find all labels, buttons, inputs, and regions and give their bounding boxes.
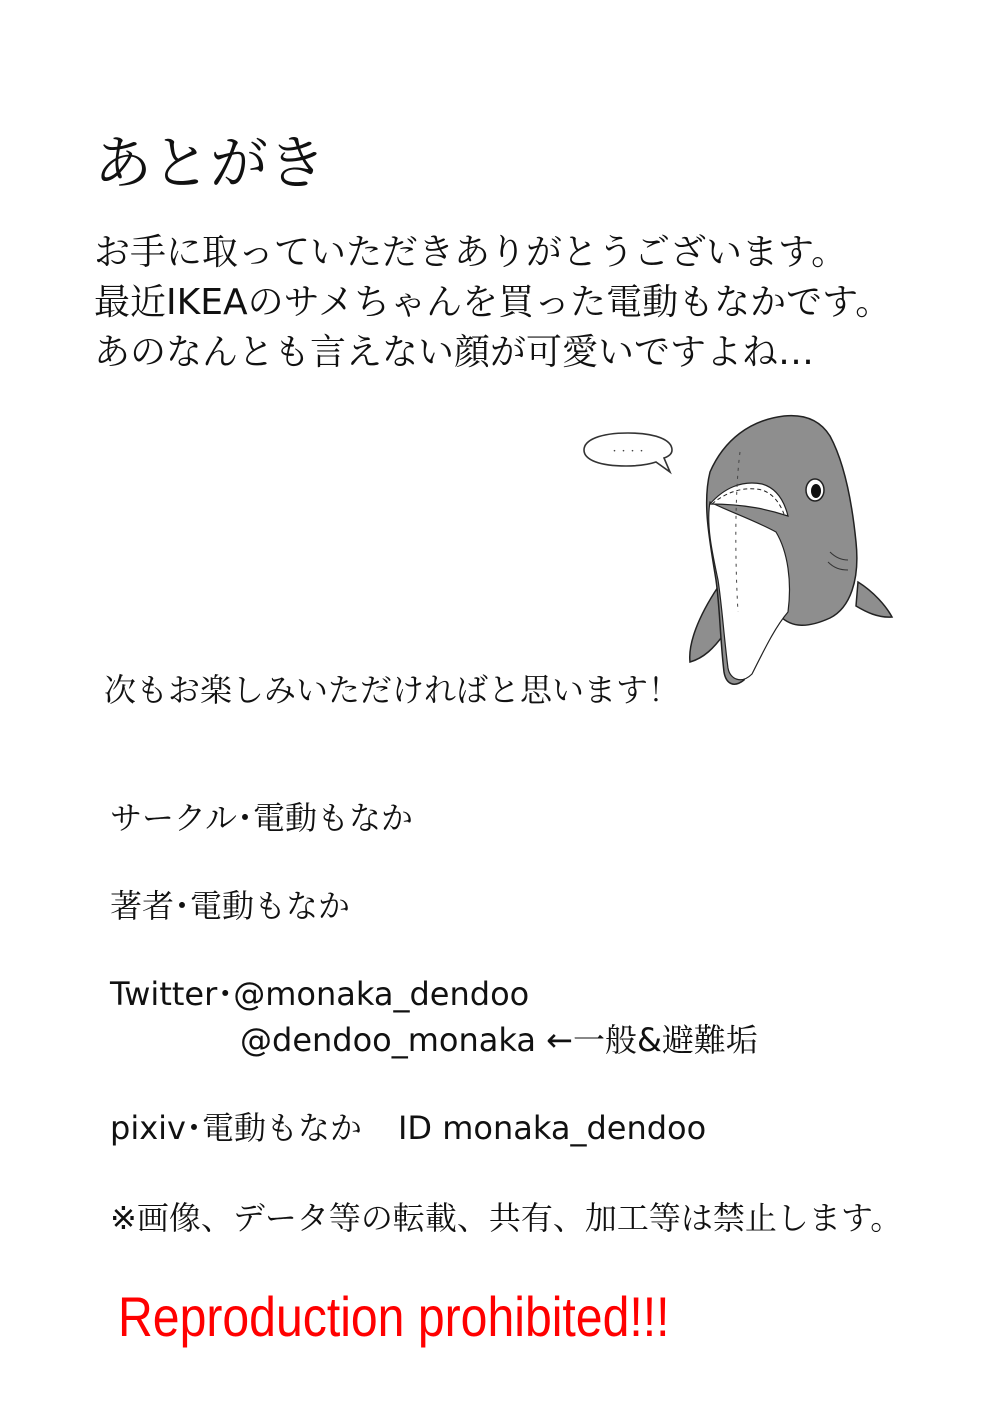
page-title: あとがき bbox=[94, 129, 327, 197]
twitter-sub-handle: @dendoo_monaka ←一般&避難垢 bbox=[240, 1021, 758, 1059]
closing-message: 次もお楽しみいただければと思います！ bbox=[104, 671, 681, 709]
intro-paragraph bbox=[94, 228, 891, 378]
reproduction-warning: Reproduction prohibited!!! bbox=[118, 1285, 670, 1348]
copyright-notice: ※画像、データ等の転載、共有、加工等は禁止します。 bbox=[110, 1199, 903, 1237]
intro-line: 最近IKEAのサメちゃんを買った電動もなかです。 bbox=[94, 282, 892, 323]
intro-line: お手に取っていただきありがとうございます。 bbox=[94, 232, 848, 273]
pixiv-info bbox=[110, 1106, 706, 1150]
pixiv-id: ID monaka_dendoo bbox=[397, 1109, 707, 1147]
author-name: 著者･電動もなか bbox=[110, 887, 351, 925]
pixiv-name: pixiv･電動もなか bbox=[110, 1109, 362, 1147]
speech-bubble-icon bbox=[580, 430, 676, 476]
intro-line: あのなんとも言えない顔が可愛いですよね… bbox=[94, 332, 815, 373]
speech-bubble-text: ・・・・ bbox=[609, 447, 647, 457]
shark-plush-icon bbox=[680, 412, 895, 690]
twitter-main-handle: Twitter･@monaka_dendoo bbox=[110, 975, 530, 1013]
circle-name: サークル･電動もなか bbox=[110, 799, 414, 837]
